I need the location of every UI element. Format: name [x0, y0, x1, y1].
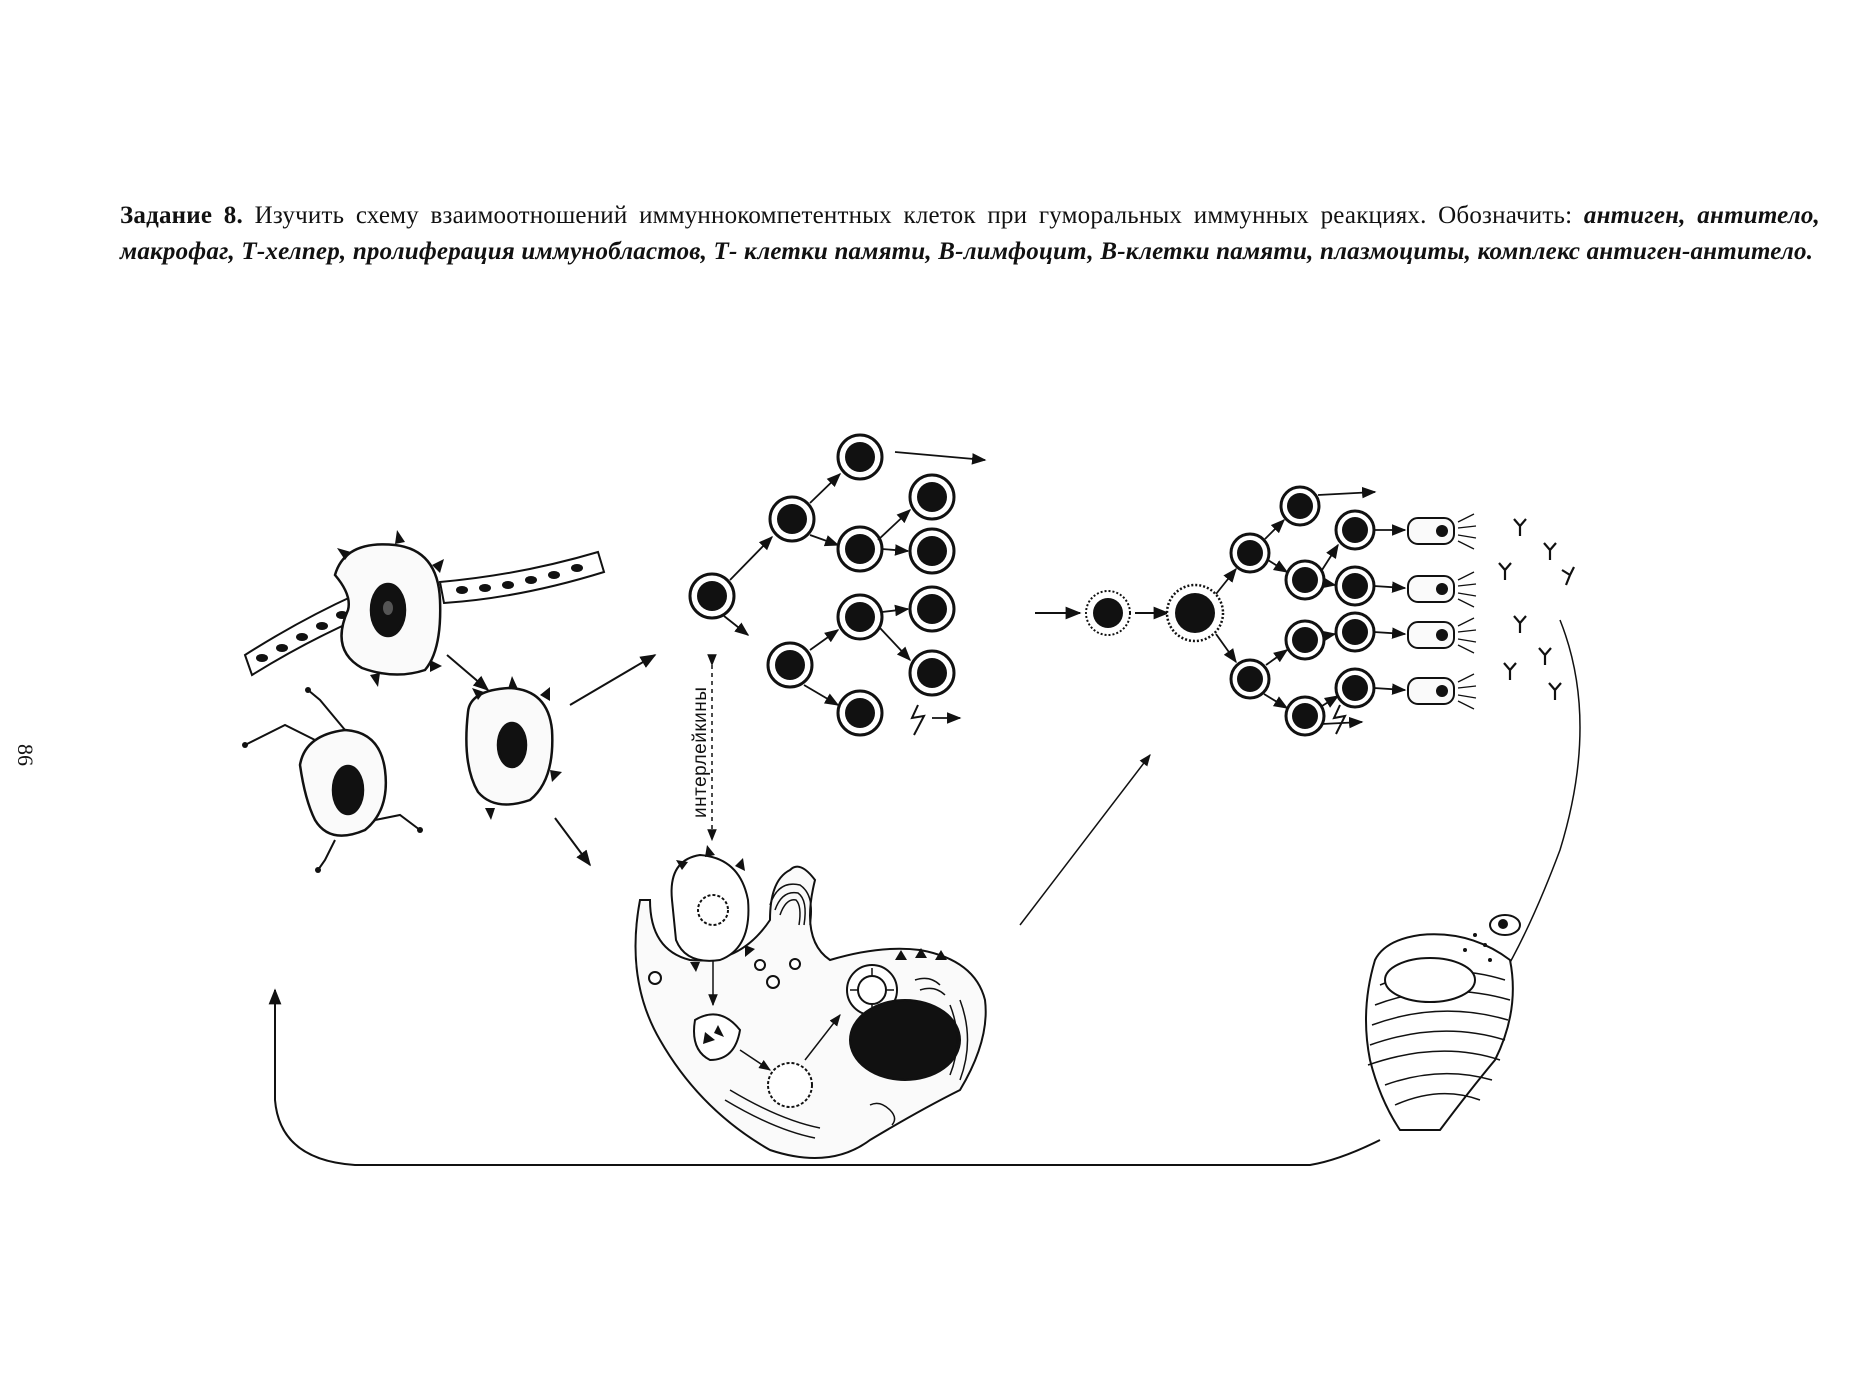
- epithelium-right: [440, 552, 604, 603]
- macrophage-top: [335, 530, 444, 687]
- interleukins-label: интерлейкины: [690, 686, 711, 818]
- antigen-presentation: [636, 845, 986, 1158]
- b-proliferation: [1231, 487, 1374, 735]
- b-lymphocyte: [1086, 591, 1130, 635]
- task-terms: антиген, антитело, макрофаг, Т-хелпер, пролиферация иммунобластов, Т- клетки памяти, В-лимфоцит, В-клетки памяти, плазмоциты, комплекс антиген-антитело.: [120, 202, 1820, 265]
- task-instruction: Изучить схему взаимоотношений иммуннокомпетентных клеток при гуморальных иммунных реакциях. Обозначить:: [242, 202, 1584, 229]
- infected-cell: [1366, 915, 1520, 1130]
- t-helper-left: [466, 676, 562, 820]
- arrow-to-b-proliferation: [1020, 755, 1150, 925]
- task-heading: Задание 8.: [120, 202, 243, 229]
- lightning-icon: [912, 705, 924, 735]
- t-proliferation: [690, 435, 954, 735]
- page-number: 86: [13, 744, 38, 766]
- plasma-cells: [1408, 514, 1476, 709]
- lightning-icon: [1334, 705, 1345, 734]
- macrophage-tentacled: [242, 687, 423, 873]
- antibodies: [1499, 519, 1574, 700]
- b-lymphoblast: [1167, 585, 1223, 641]
